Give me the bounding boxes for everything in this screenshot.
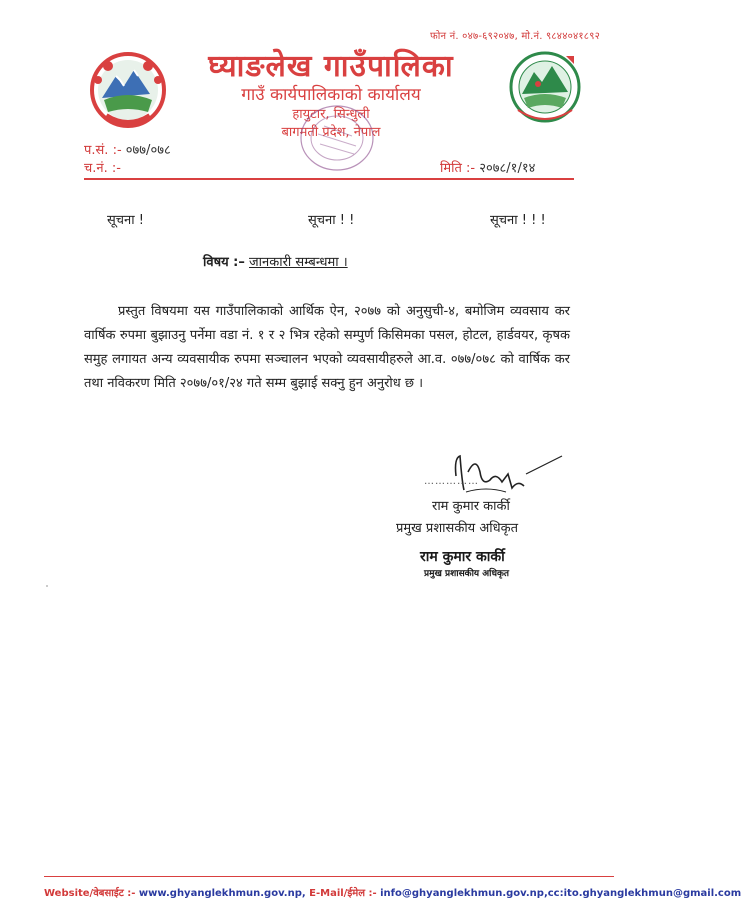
stamp-title: प्रमुख प्रशासकीय अधिकृत: [424, 569, 510, 579]
stamp-name: राम कुमार कार्की: [420, 549, 505, 565]
email-label: E-Mail/ईमेल :-: [309, 888, 377, 899]
subject-text: जानकारी सम्बन्धमा ।: [249, 255, 348, 270]
footer-divider: [44, 876, 614, 877]
org-subtitle: गाउँ कार्यपालिकाको कार्यालय: [241, 85, 421, 105]
ps-reference: [84, 140, 171, 158]
notice-1: सूचना !: [107, 213, 144, 228]
website-link[interactable]: www.ghyanglekhmun.gov.np,: [138, 888, 306, 899]
date-label: मिति :-: [440, 161, 476, 176]
scan-speck: [46, 585, 48, 587]
subject-label: विषय :–: [203, 255, 245, 270]
address-line-1: हायुटार, सिन्धुली: [292, 107, 370, 122]
ps-label: प.सं. :-: [84, 143, 122, 158]
email-link[interactable]: info@ghyanglekhmun.gov.np,cc:ito.ghyanglekhmun@gmail.com: [380, 888, 741, 899]
header-divider: [84, 178, 574, 180]
letter-date: [440, 158, 535, 176]
office-stamp-icon: [296, 100, 378, 176]
letter-body: [84, 300, 570, 396]
phone-number: फोन नं. ०४७-६९२०४७, मो.नं. ९८४४०४१८९२: [430, 31, 600, 42]
notice-3: सूचना ! ! !: [490, 213, 546, 228]
body-text: प्रस्तुत विषयमा यस गाउँपालिकाको आर्थिक ऐन, २०७७ को अनुसुची-४, बमोजिम व्यवसाय कर वार्षिक रुपमा बुझाउनु पर्नेमा वडा नं. १ र २ भित्र रहेको सम्पुर्ण किसिमका पसल, होटल, हार्डवयर, कृषक समुह लगायत अन्य व्यवसायीक रुपमा सञ्चालन भएको व्यवसायीहरुले आ.व. ०७७/०७८ को वार्षिक कर तथा नविकरण मिति २०७७/०१/२४ गते सम्म बुझाई सक्नु हुन अनुरोध छ ।: [84, 304, 570, 391]
signatory-name: राम कुमार कार्की: [432, 499, 510, 514]
signature-dots: ……………: [424, 476, 479, 487]
ps-value: ०७७/०७८: [125, 143, 171, 158]
signatory-title: प्रमुख प्रशासकीय अधिकृत: [396, 521, 519, 536]
municipality-logo-icon: [508, 50, 582, 128]
chn-reference: [84, 158, 121, 176]
address-line-2: बागमती प्रदेश, नेपाल: [281, 125, 381, 140]
handwritten-signature-icon: [446, 452, 566, 498]
org-title: घ्याङलेख गाउँपालिका: [208, 49, 454, 84]
website-label: Website/वेबसाईट :-: [44, 888, 136, 899]
footer-contact: [44, 885, 741, 899]
subject-line: [203, 252, 348, 270]
notice-2: सूचना ! !: [308, 213, 355, 228]
date-value: २०७८/१/१४: [479, 161, 536, 176]
chn-label: च.नं. :-: [84, 161, 121, 176]
